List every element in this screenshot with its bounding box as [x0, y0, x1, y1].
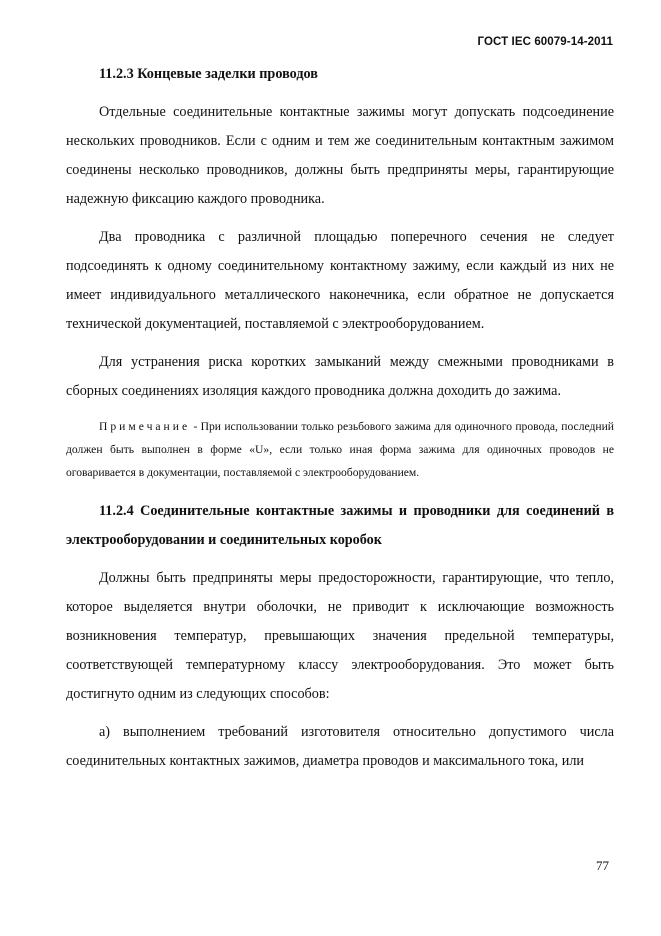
- paragraph: Должны быть предприняты меры предосторожности, гарантирующие, что тепло, которое выделяется внутри оболочки, не приводит к исключающие возможность возникновения температур, превышающих значения предельной температуры, соответствующей температурному классу электрооборудования. Это может быть достигнуто одним из следующих способов:: [66, 570, 614, 702]
- note-label: Примечание: [99, 420, 191, 433]
- document-body: [66, 60, 614, 776]
- paragraph: Для устранения риска коротких замыканий между смежными проводниками в сборных соединениях изоляция каждого проводника должна доходить до зажима.: [66, 354, 614, 399]
- page-number: 77: [596, 858, 609, 873]
- list-item-a: а) выполнением требований изготовителя относительно допустимого числа соединительных контактных зажимов, диаметра проводов и максимального тока, или: [66, 724, 614, 769]
- note: [66, 415, 614, 484]
- section-heading-11-2-3: 11.2.3 Концевые заделки проводов: [99, 66, 318, 82]
- paragraph: Два проводника с различной площадью поперечного сечения не следует подсоединять к одному соединительному контактному зажиму, если каждый из них не имеет индивидуального металлического наконечника, если обратное не допускается технической документацией, поставляемой с электрооборудованием.: [66, 229, 614, 332]
- document-header: ГОСТ IEC 60079-14-2011: [477, 36, 613, 48]
- section-heading-11-2-4: 11.2.4 Соединительные контактные зажимы и проводники для соединений в электрооборудовании и соединительных коробок: [66, 503, 614, 548]
- paragraph: Отдельные соединительные контактные зажимы могут допускать подсоединение нескольких проводников. Если с одним и тем же соединительным контактным зажимом соединены несколько проводников, должны быть предприняты меры, гарантирующие надежную фиксацию каждого проводника.: [66, 104, 614, 207]
- note-text: - При использовании только резьбового зажима для одиночного провода, последний должен быть выполнен в форме «U», если только иная форма зажима для одиночных проводов не оговаривается в документации, поставляемой с электрооборудованием.: [66, 420, 614, 479]
